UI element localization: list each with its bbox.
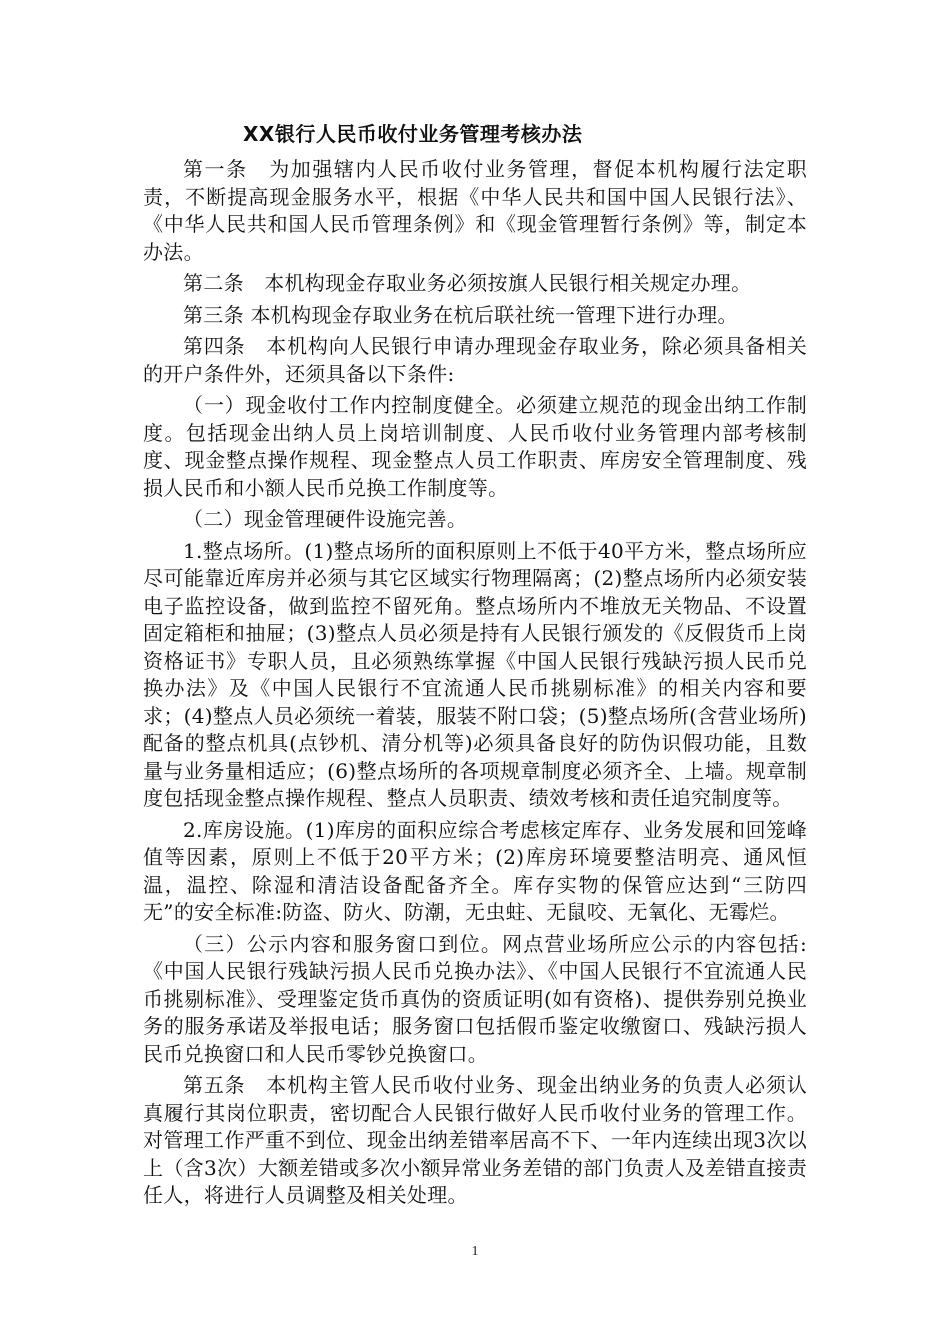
article-5-paragraph: 第五条 本机构主管人民币收付业务、现金出纳业务的负责人必须认真履行其岗位职责，密切配合人民银行做好人民币收付业务的管理工作。对管理工作严重不到位、现金出纳差错率居高不下、一年内连续出现3次以上（含3次）大额差错或多次小额异常业务差错的部门负责人及差错直接责任人，将进行人员调整及相关处理。: [143, 1073, 807, 1207]
article-1-paragraph: 第一条 为加强辖内人民币收付业务管理，督促本机构履行法定职责，不断提高现金服务水平，根据《中华人民共和国中国人民银行法》、《中华人民共和国人民币管理条例》和《现金管理暂行条例》等，制定本办法。: [143, 157, 807, 264]
condition-1-paragraph: （一）现金收付工作内控制度健全。必须建立规范的现金出纳工作制度。包括现金出纳人员上岗培训制度、人民币收付业务管理内部考核制度、现金整点操作规程、现金整点人员工作职责、库房安全管理制度、残损人民币和小额人民币兑换工作制度等。: [143, 393, 807, 500]
vault-facilities-paragraph: 2.库房设施。(1)库房的面积应综合考虑核定库存、业务发展和回笼峰值等因素，原则上不低于20平方米；(2)库房环境要整洁明亮、通风恒温，温控、除湿和清洁设备配备齐全。库存实物的保管应达到“三防四无”的安全标准:防盗、防火、防潮，无虫蛀、无鼠咬、无氧化、无霉烂。: [143, 817, 807, 924]
article-4-paragraph: 第四条 本机构向人民银行申请办理现金存取业务，除必须具备相关的开户条件外，还须具备以下条件:: [143, 334, 807, 386]
article-3-paragraph: 第三条 本机构现金存取业务在杭后联社统一管理下进行办理。: [183, 302, 738, 327]
condition-3-paragraph: （三）公示内容和服务窗口到位。网点营业场所应公示的内容包括:《中国人民银行残缺污损人民币兑换办法》、《中国人民银行不宜流通人民币挑剔标准》、受理鉴定货币真伪的资质证明(如有资格)、提供券别兑换业务的服务承诺及举报电话；服务窗口包括假币鉴定收缴窗口、残缺污损人民币兑换窗口和人民币零钞兑换窗口。: [143, 931, 807, 1066]
counting-site-paragraph: 1.整点场所。(1)整点场所的面积原则上不低于40平方米，整点场所应尽可能靠近库房并必须与其它区域实行物理隔离；(2)整点场所内必须安装电子监控设备，做到监控不留死角。整点场所内不堆放无关物品、不设置固定箱柜和抽屉；(3)整点人员必须是持有人民银行颁发的《反假货币上岗资格证书》专职人员，且必须熟练掌握《中国人民银行残缺污损人民币兑换办法》及《中国人民银行不宜流通人民币挑剔标准》的相关内容和要求；(4)整点人员必须统一着装，服装不附口袋；(5)整点场所(含营业场所)配备的整点机具(点钞机、清分机等)必须具备良好的防伪识假功能，且数量与业务量相适应；(6)整点场所的各项规章制度必须齐全、上墙。规章制度包括现金整点操作规程、整点人员职责、绩效考核和责任追究制度等。: [143, 538, 807, 810]
document-title: XX银行人民币收付业务管理考核办法: [243, 122, 583, 146]
condition-2-paragraph: （二）现金管理硬件设施完善。: [183, 507, 468, 531]
page-number: 1: [471, 1244, 479, 1259]
article-2-paragraph: 第二条 本机构现金存取业务必须按旗人民银行相关规定办理。: [183, 271, 752, 295]
document-body: [143, 118, 807, 1214]
